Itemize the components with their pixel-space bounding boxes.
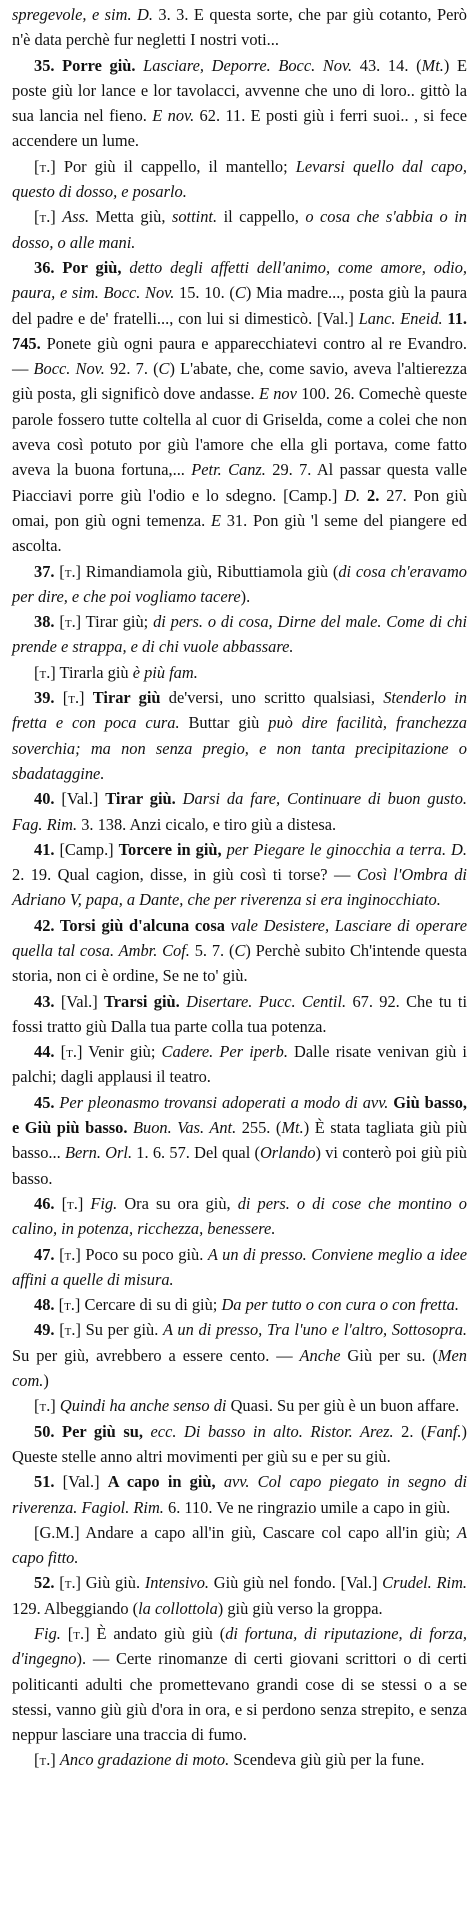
entry-paragraph: [t.] Por giù il cappello, il mantello; Levarsi quello dal capo, questo di dosso, e posarlo. — [12, 156, 467, 202]
entry-paragraph: [G.M.] Andare a capo all'in giù, Cascare col capo all'in giù; A capo fitto. — [12, 1522, 467, 1568]
entry-paragraph: 43. [Val.] Trarsi giù. Disertare. Pucc. Centil. 67. 92. Che tu ti fossi tratto giù Dalla tua parte colla tua potenza. — [12, 991, 468, 1036]
entry-paragraph: 48. [t.] Cercare di su di giù; Da per tutto o con cura o con fretta. — [34, 1295, 459, 1315]
entry-paragraph: 40. [Val.] Tirar giù. Darsi da fare, Continuare di buon gusto. Fag. Rim. 3. 138. Anzi cicalo, e tiro giù a distesa. — [12, 789, 467, 834]
entry-paragraph: spregevole, e sim. D. 3. 3. E questa sorte, che par giù cotanto, Però n'è data perchè fur negletti I nostri voti... — [12, 5, 467, 50]
entry-paragraph: 35. Porre giù. Lasciare, Deporre. Bocc. Nov. 43. 14. (Mt.) E poste giù lor lance e lor tavolacci, avvenne che uno di loro.. gittò la sua lancia nel fieno. E nov. 62. 11. E posti giù i ferri suoi.. , si fece accendere un lume. — [12, 55, 468, 151]
entry-paragraph: Fig. [t.] È andato giù giù (di fortuna, di riputazione, di forza, d'ingegno). — Certe rinomanze di certi giovani scrittori o di certi politicanti adulti che promettevano grandi cose di se stessi o a se stessi, vanno giù giù d'ora in ora, e si perdono senza strepito, e senza neppur lasciare una traccia di fumo. — [12, 1624, 468, 1745]
entry-paragraph: 49. [t.] Su per giù. A un di presso, Tra l'uno e l'altro, Sottosopra. Su per giù, avrebbero a essere cento. — Anche Giù per su. (Men com.) — [12, 1320, 467, 1391]
entry-paragraph: 36. Por giù, detto degli affetti dell'animo, come amore, odio, paura, e sim. Bocc. Nov. 15. 10. (C) Mia madre..., posta giù la paura del padre e de' fratelli..., con lui si dimesticò. [Val.] Lanc. Eneid. 11. 745. Ponete giù ogni paura e apparecchiatevi contro al re Evandro. — Bocc. Nov. 92. 7. (C) L'abate, che, come savio, aveva l'altierezza giù posta, gli significò dove andasse. E nov 100. 26. Comechè queste parole fossero tutte coltella al cuor di Griselda, come a colei che non aveva così potuto por giù l'amore che ella gli portava, come fatto aveva la buona fortuna,... Petr. Canz. 29. 7. Al passar questa valle Piacciavi porre giù l'odio e lo sdegno. [Camp.] D. 2. 27. Pon giù omai, pon giù ogni temenza. E 31. Pon giù 'l seme del piangere ed ascolta. — [12, 257, 468, 556]
entry-paragraph: 50. Per giù su, ecc. Di basso in alto. Ristor. Arez. 2. (Fanf.) Queste stelle anno altri movimenti per giù su e per su giù. — [12, 1421, 467, 1466]
entry-paragraph: 45. Per pleonasmo trovansi adoperati a modo di avv. Giù basso, e Giù più basso. Buon. Vas. Ant. 255. (Mt.) È stata tagliata giù più basso... Bern. Orl. 1. 6. 57. Del qual (Orlando) vi conterò poi giù più basso. — [12, 1092, 467, 1188]
entry-paragraph: [t.] Quindi ha anche senso di Quasi. Su per giù è un buon affare. — [34, 1396, 460, 1416]
entry-paragraph: 38. [t.] Tirar giù; di pers. o di cosa, Dirne del male. Come di chi prende e strappa, e di chi vuole abbassare. — [12, 612, 468, 657]
entry-paragraph: [t.] Tirarla giù è più fam. — [34, 662, 198, 682]
entry-paragraph: 46. [t.] Fig. Ora su ora giù, di pers. o di cose che montino o calino, in potenza, ricchezza, benessere. — [12, 1193, 467, 1239]
entry-paragraph: 37. [t.] Rimandiamola giù, Ributtiamola giù (di cosa ch'eravamo per dire, e che poi vogliamo tacere). — [12, 561, 467, 606]
entry-paragraph: 42. Torsi giù d'alcuna cosa vale Desistere, Lasciare di operare quella tal cosa. Ambr. Cof. 5. 7. (C) Perchè subito Ch'intende questa storia, non ci è ordine, Se ne to' giù. — [12, 915, 467, 986]
entry-paragraph: 39. [t.] Tirar giù de'versi, uno scritto qualsiasi, Stenderlo in fretta e con poca cura. Buttar giù può dire facilità, franchezza soverchia; ma non senza pregio, e non tanta precipitazione o sbadataggine. — [12, 688, 468, 783]
entry-paragraph: [t.] Ass. Metta giù, sottint. il cappello, o cosa che s'abbia o in dosso, o alle mani. — [12, 207, 467, 252]
entry-paragraph: 44. [t.] Venir giù; Cadere. Per iperb. Dalle risate venivan giù i palchi; dagli applausi il teatro. — [12, 1042, 467, 1087]
entry-paragraph: [t.] Anco gradazione di moto. Scendeva giù giù per la fune. — [34, 1750, 425, 1770]
entry-paragraph: 51. [Val.] A capo in giù, avv. Col capo piegato in segno di riverenza. Fagiol. Rim. 6. 110. Ve ne ringrazio umile a capo in giù. — [12, 1472, 467, 1517]
entry-paragraph: 41. [Camp.] Torcere in giù, per Piegare le ginocchia a terra. D. 2. 19. Qual cagion, disse, in giù così ti torse? — Così l'Ombra di Adriano V, papa, a Dante, che per riverenza si era inginocchiato. — [12, 839, 467, 910]
entry-paragraph: 47. [t.] Poco su poco giù. A un di presso. Conviene meglio a idee affini a quelle di misura. — [12, 1244, 467, 1289]
entry-paragraph: 52. [t.] Giù giù. Intensivo. Giù giù nel fondo. [Val.] Crudel. Rim. 129. Albeggiando (la collottola) giù giù verso la groppa. — [12, 1573, 467, 1618]
